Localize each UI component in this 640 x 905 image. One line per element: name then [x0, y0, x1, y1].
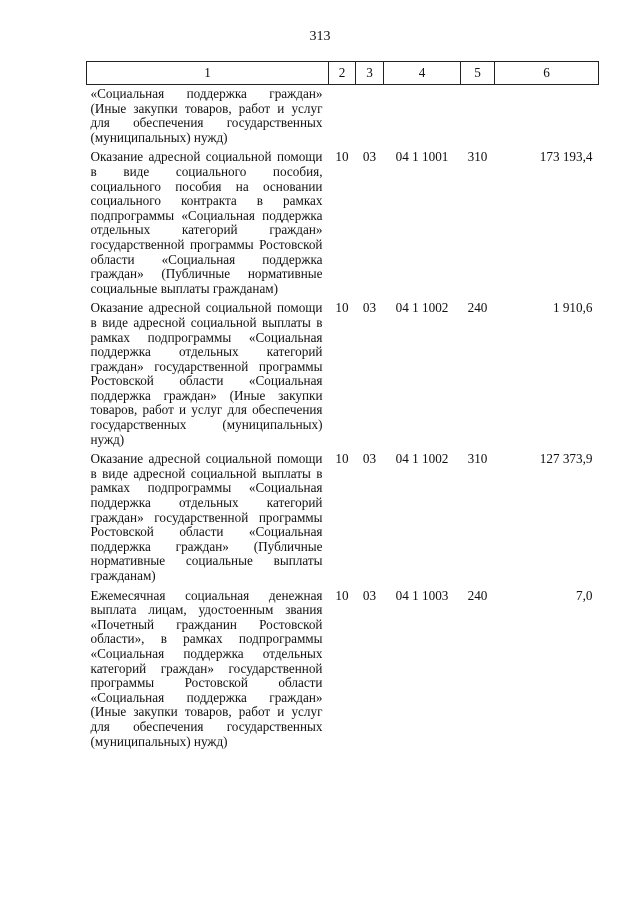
table-row	[87, 584, 599, 750]
header-col-3: 3	[356, 62, 384, 85]
budget-table	[86, 61, 599, 749]
row-target-article: 04 1 1002	[395, 451, 449, 467]
table-row	[87, 296, 599, 447]
row-amount: 7,0	[576, 587, 593, 603]
table-row	[87, 145, 599, 296]
header-col-2: 2	[329, 62, 356, 85]
row-subsection: 03	[362, 451, 377, 467]
continuation-description: «Социальная поддержка граждан» (Иные закупки товаров, работ и услуг для обеспечения государственных (муниципальных) нужд)	[90, 86, 323, 145]
row-section: 10	[335, 149, 349, 165]
header-col-5: 5	[461, 62, 495, 85]
row-description: Оказание адресной социальной помощи в виде социального пособия, социального пособия на основании социального контракта в рамках подпрограммы «Социальная поддержка отдельных категорий граждан» государственной программы Ростовской области «Социальная поддержка граждан» (Публичные нормативные социальные выплаты гражданам)	[90, 149, 323, 296]
row-target-article: 04 1 1002	[395, 300, 449, 316]
row-expense-group: 310	[467, 149, 488, 165]
table-row-continuation	[87, 85, 599, 146]
header-col-4: 4	[384, 62, 461, 85]
row-section: 10	[335, 300, 349, 316]
row-amount: 127 373,9	[539, 451, 593, 467]
row-expense-group: 240	[467, 587, 488, 603]
row-expense-group: 240	[467, 300, 488, 316]
page-number: 313	[309, 29, 331, 44]
row-description: Ежемесячная социальная денежная выплата лицам, удостоенным звания «Почетный гражданин Ростовской области», в рамках подпрограммы «Социальная поддержка отдельных категорий граждан» государственной программы Ростовской области «Социальная поддержка граждан» (Иные закупки товаров, работ и услуг для обеспечения государственных (муниципальных) нужд)	[90, 587, 323, 749]
header-col-1: 1	[87, 62, 329, 85]
row-description: Оказание адресной социальной помощи в виде адресной социальной выплаты в рамках подпрограммы «Социальная поддержка отдельных категорий граждан» государственной программы Ростовской области «Социальная поддержка граждан» (Иные закупки товаров, работ и услуг для обеспечения государственных (муниципальных) нужд)	[90, 300, 323, 447]
row-expense-group: 310	[467, 451, 488, 467]
row-target-article: 04 1 1001	[395, 149, 449, 165]
header-col-6: 6	[495, 62, 599, 85]
row-section: 10	[335, 587, 349, 603]
row-subsection: 03	[362, 300, 377, 316]
row-amount: 173 193,4	[539, 149, 593, 165]
row-amount: 1 910,6	[552, 300, 593, 316]
table-row	[87, 447, 599, 583]
row-subsection: 03	[362, 587, 377, 603]
row-section: 10	[335, 451, 349, 467]
table-header-row	[87, 62, 599, 85]
row-subsection: 03	[362, 149, 377, 165]
row-description: Оказание адресной социальной помощи в виде адресной социальной выплаты в рамках подпрограммы «Социальная поддержка отдельных категорий граждан» государственной программы Ростовской области «Социальная поддержка граждан» (Публичные нормативные социальные выплаты гражданам)	[90, 451, 323, 583]
row-target-article: 04 1 1003	[395, 587, 449, 603]
